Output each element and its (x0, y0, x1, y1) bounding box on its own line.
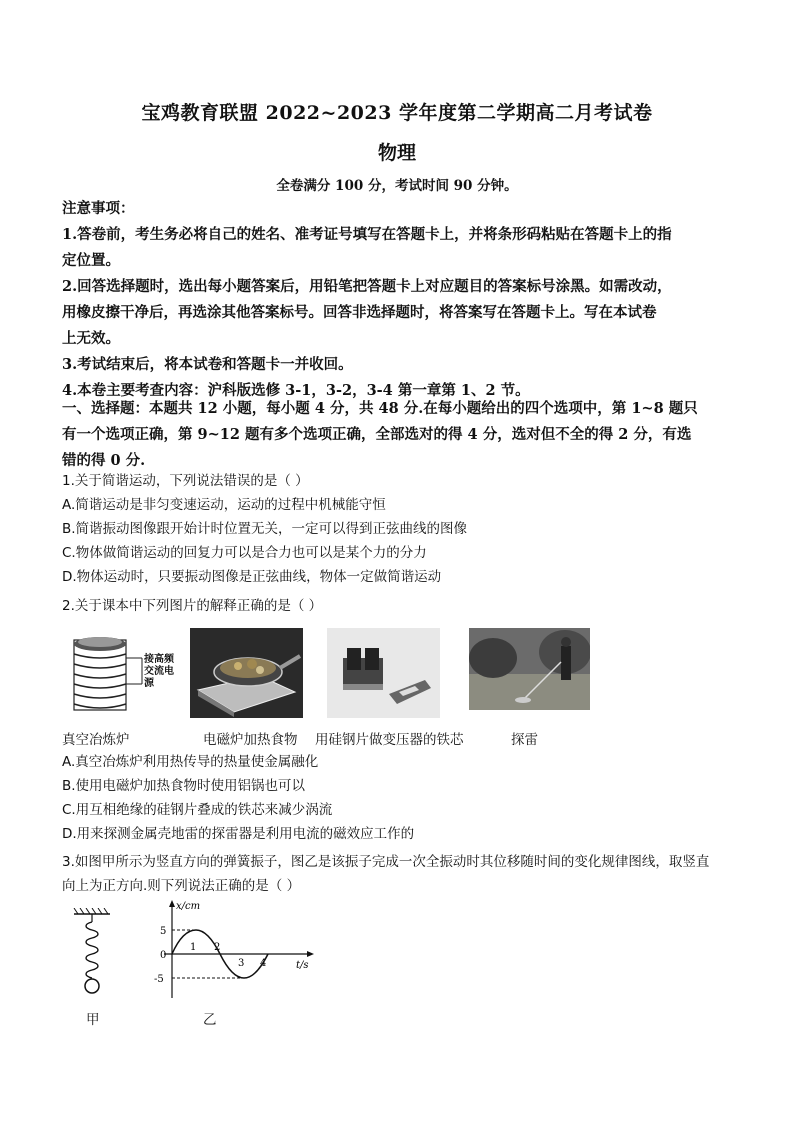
question-2-options (62, 750, 734, 846)
induction-cooker-photo (190, 628, 303, 718)
transformer-core-photo (327, 628, 440, 718)
spring-oscillator-figure (70, 908, 114, 1000)
option-c: C.物体做简谐运动的回复力可以是合力也可以是某个力的分力 (62, 545, 427, 561)
caption-jia: 甲 (86, 1012, 100, 1028)
option-a: A.真空冶炼炉利用热传导的热量使金属融化 (62, 754, 319, 770)
spring-oscillator-drawing (70, 908, 114, 1000)
note-line: 4.本卷主要考查内容：沪科版选修 3-1，3-2，3-4 第一章第 1、2 节。 (62, 382, 530, 399)
y-axis-arrow (169, 900, 175, 907)
caption-transformer-core: 用硅钢片做变压器的铁芯 (315, 732, 464, 748)
notes-block (62, 196, 734, 404)
option-b: B.使用电磁炉加热食物时使用铝锅也可以 (62, 778, 306, 794)
question-3-stem (62, 850, 734, 898)
question-stem: 2.关于课本中下列图片的解释正确的是（ ） (62, 598, 323, 614)
option-a: A.简谐运动是非匀变速运动，运动的过程中机械能守恒 (62, 497, 386, 513)
section-line: 有一个选项正确，第 9~12 题有多个选项正确，全部选对的得 4 分，选对但不全的得 2 分，有选 (62, 426, 692, 443)
note-line: 定位置。 (62, 252, 120, 269)
furnace-label: 接高频交流电源 (144, 654, 174, 689)
caption-mine-detection: 探雷 (511, 732, 538, 748)
question-1 (62, 469, 734, 589)
section-line: 错的得 0 分. (62, 452, 146, 469)
option-d: D.物体运动时，只要振动图像是正弦曲线，物体一定做简谐运动 (62, 569, 442, 585)
y-tick-0: 0 (160, 950, 167, 961)
section-instructions (62, 396, 734, 474)
question-stem-line: 向上为正方向.则下列说法正确的是（ ） (62, 878, 301, 894)
caption-induction-cooker: 电磁炉加热食物 (203, 732, 298, 748)
option-b: B.简谐振动图像跟开始计时位置无关，一定可以得到正弦曲线的图像 (62, 521, 468, 537)
x-tick-4: 4 (260, 958, 267, 969)
exam-title: 宝鸡教育联盟 2022~2023 学年度第二学期高二月考试卷 (141, 102, 653, 124)
x-axis-arrow (307, 951, 314, 957)
x-t-graph (150, 898, 320, 1004)
x-tick-3: 3 (238, 958, 245, 969)
transformer-core-figure (327, 628, 440, 718)
mine-detector-figure (469, 628, 590, 710)
note-line: 用橡皮擦干净后，再选涂其他答案标号。回答非选择题时，将答案写在答题卡上。写在本试卷 (62, 304, 657, 321)
notes-heading: 注意事项： (62, 200, 135, 217)
note-line: 上无效。 (62, 330, 120, 347)
section-line: 一、选择题：本题共 12 小题，每小题 4 分，共 48 分.在每小题给出的四个选项中，第 1~8 题只 (62, 400, 698, 417)
displacement-time-graph (150, 898, 320, 1004)
caption-furnace: 真空冶炼炉 (62, 732, 130, 748)
note-line: 1.答卷前，考生务必将自己的姓名、准考证号填写在答题卡上，并将条形码粘贴在答题卡上的指 (62, 226, 672, 243)
note-line: 2.回答选择题时，选出每小题答案后，用铅笔把答题卡上对应题目的答案标号涂黑。如需改动， (62, 278, 672, 295)
question-stem: 1.关于简谐运动，下列说法错误的是（ ） (62, 473, 309, 489)
note-line: 3.考试结束后，将本试卷和答题卡一并收回。 (62, 356, 353, 373)
score-line: 全卷满分 100 分，考试时间 90 分钟。 (276, 178, 518, 194)
caption-yi: 乙 (203, 1012, 217, 1028)
question-2-stem-block (62, 594, 734, 618)
option-c: C.用互相绝缘的硅钢片叠成的铁芯来减少涡流 (62, 802, 333, 818)
x-axis-label: t/s (296, 960, 309, 971)
subject-title: 物理 (377, 142, 416, 164)
option-d: D.用来探测金属壳地雷的探雷器是利用电流的磁效应工作的 (62, 826, 415, 842)
y-axis-label: x/cm (176, 901, 201, 912)
y-tick-5: 5 (160, 926, 167, 937)
x-tick-1: 1 (190, 942, 197, 953)
question-stem-line: 3.如图甲所示为竖直方向的弹簧振子，图乙是该振子完成一次全振动时其位移随时间的变化规律图线，取竖直 (62, 854, 710, 870)
y-tick-neg5: -5 (154, 974, 164, 985)
mine-detector-photo (469, 628, 590, 710)
induction-cooker-figure (190, 628, 303, 718)
x-tick-2: 2 (214, 942, 221, 953)
furnace-figure (64, 628, 180, 718)
